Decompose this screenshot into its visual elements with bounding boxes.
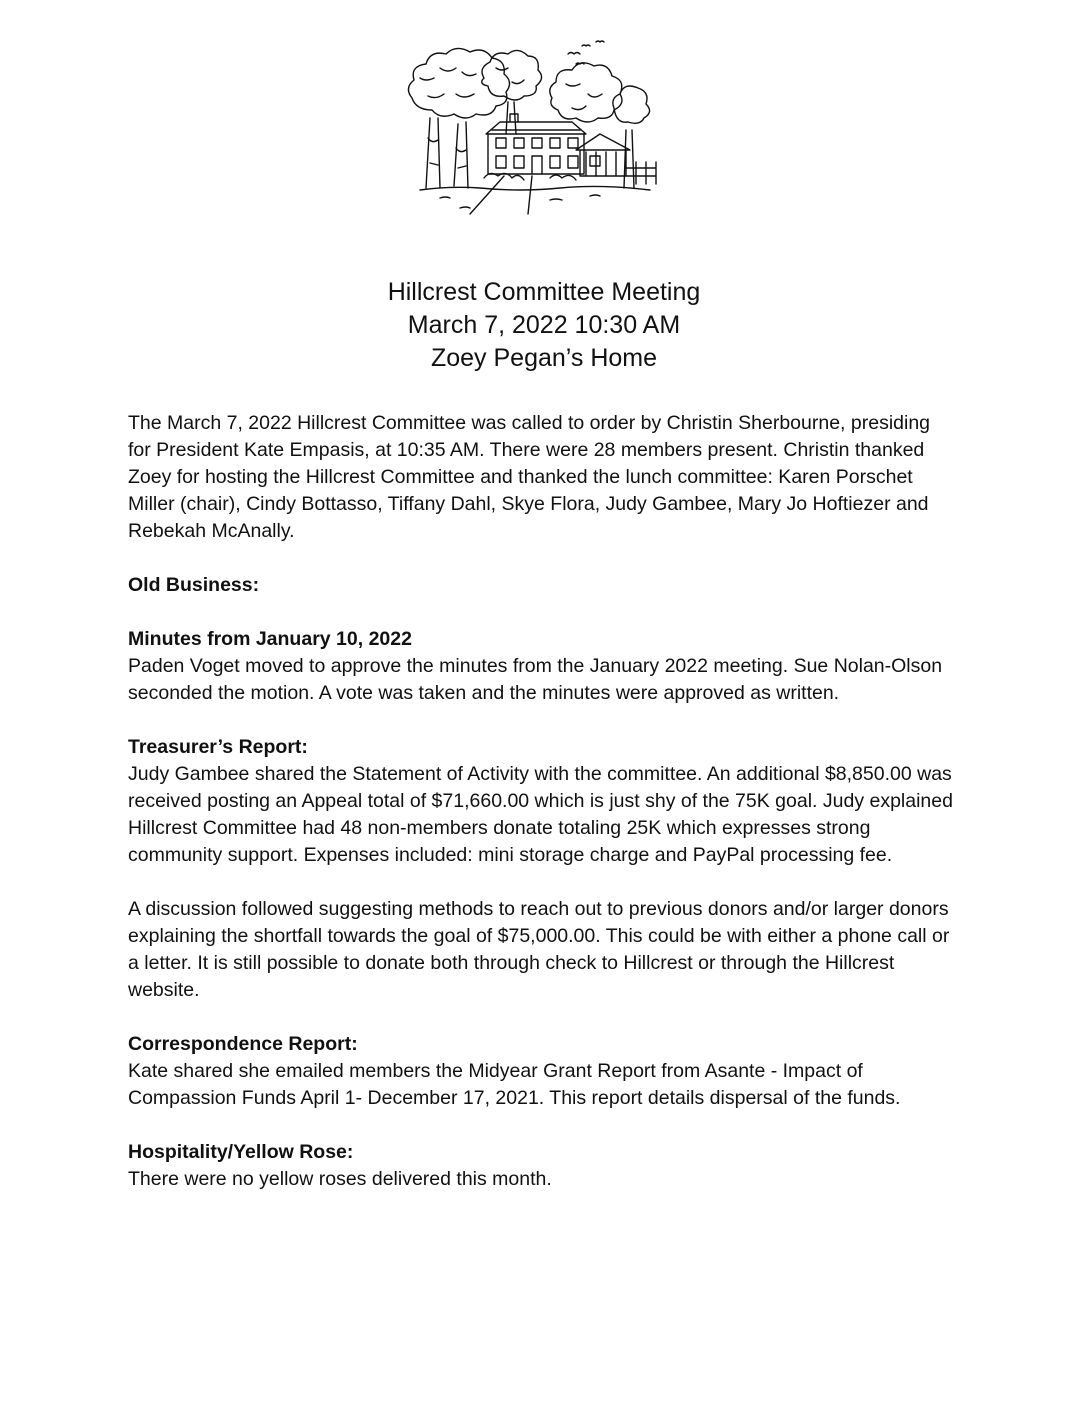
minutes-section <box>128 626 958 707</box>
intro-paragraph: The March 7, 2022 Hillcrest Committee was called to order by Christin Sherbourne, presiding for President Kate Empasis, at 10:35 AM. There were 28 members present. Christin thanked Zoey for hosting the Hillcrest Committee and thanked the lunch committee: Karen Porschet Miller (chair), Cindy Bottasso, Tiffany Dahl, Skye Flora, Judy Gambee, Mary Jo Hoftiezer and Rebekah McAnally. <box>128 412 931 542</box>
hospitality-heading: Hospitality/Yellow Rose: <box>128 1141 354 1163</box>
hospitality-paragraph: There were no yellow roses delivered this month. <box>128 1168 552 1190</box>
house-with-trees-drawing-icon <box>400 38 662 216</box>
meeting-title: Hillcrest Committee Meeting <box>387 278 701 306</box>
treasurer-discussion-paragraph: A discussion followed suggesting methods to reach out to previous donors and/or larger donors explaining the shortfall towards the goal of $75,000.00. This could be with either a phone call or a letter. It is still possible to donate both through check to Hillcrest or through the Hillcrest website. <box>128 898 950 1001</box>
minutes-heading: Minutes from January 10, 2022 <box>128 628 412 650</box>
minutes-paragraph: Paden Voget moved to approve the minutes from the January 2022 meeting. Sue Nolan-Olson seconded the motion. A vote was taken and the minutes were approved as written. <box>128 655 943 704</box>
meeting-date-time: March 7, 2022 10:30 AM <box>407 311 681 339</box>
treasurer-paragraph: Judy Gambee shared the Statement of Activity with the committee. An additional $8,850.00 was received posting an Appeal total of $71,660.00 which is just shy of the 75K goal. Judy explained Hillcrest Committee had 48 non-members donate totaling 25K which expresses strong community support. Expenses included: mini storage charge and PayPal processing fee. <box>128 763 953 866</box>
minutes-body <box>128 410 958 1220</box>
old-business-section <box>128 572 958 599</box>
treasurer-heading: Treasurer’s Report: <box>128 736 308 758</box>
meeting-header <box>0 276 1088 375</box>
treasurer-section <box>128 734 958 869</box>
correspondence-paragraph: Kate shared she emailed members the Midyear Grant Report from Asante - Impact of Compassion Funds April 1- December 17, 2021. This report details dispersal of the funds. <box>128 1060 901 1109</box>
hospitality-section <box>128 1139 958 1193</box>
old-business-heading: Old Business: <box>128 574 260 596</box>
correspondence-section <box>128 1031 958 1112</box>
correspondence-heading: Correspondence Report: <box>128 1033 358 1055</box>
meeting-location: Zoey Pegan’s Home <box>430 344 658 372</box>
